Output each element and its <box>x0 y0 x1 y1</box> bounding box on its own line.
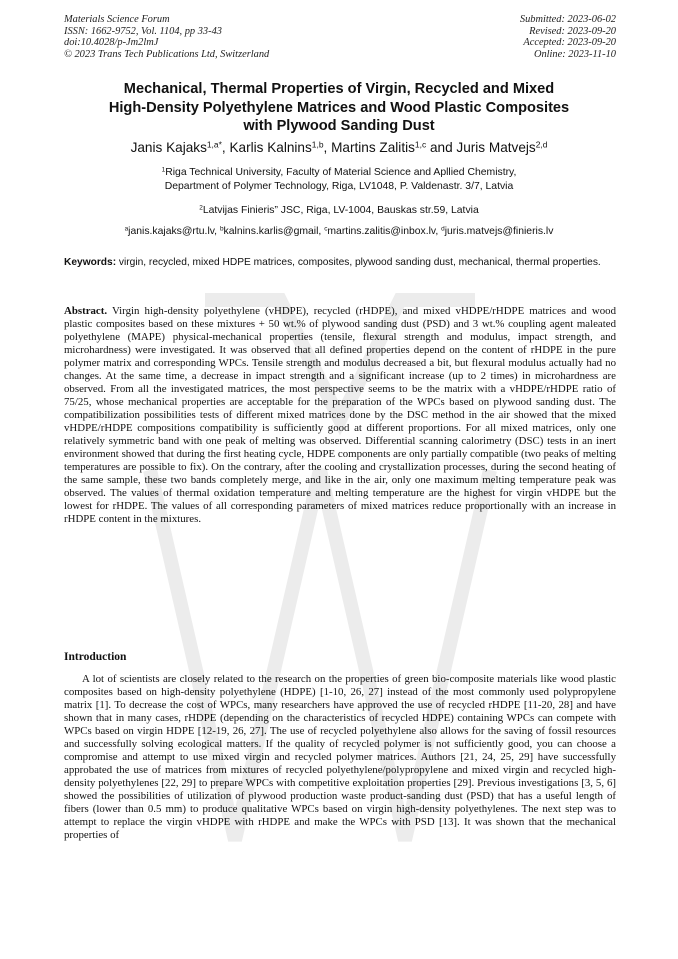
date-submitted: Submitted: 2023-06-02 <box>519 14 616 25</box>
author-separator: , <box>323 140 332 155</box>
email-mark: a <box>124 225 129 233</box>
author-name: Karlis Kalnins <box>229 140 312 155</box>
author-list <box>20 139 658 157</box>
email-address: martins.zalitis@inbox.lv, <box>327 226 442 237</box>
affiliation-2 <box>20 204 658 218</box>
email-mark: c <box>324 225 328 233</box>
author-name: Juris Matvejs <box>456 140 536 155</box>
doi: doi:10.4028/p-Jm2lmJ <box>64 37 159 48</box>
author-separator: and <box>426 140 457 155</box>
paper-title <box>40 80 638 136</box>
email-line <box>20 225 658 239</box>
affiliation-mark: 1 <box>161 166 166 174</box>
abstract-text: Virgin high-density polyethylene (vHDPE), recycled (rHDPE), and mixed vHDPE/rHDPE matrices and wood plastic composites based on these mixtures + 50 wt.% of plywood sanding dust (PSD) and 3 wt.% coupling agent maleated polyethylene (MAPE) physical-mechanical properties (tensile, flexural strength and modulus, impact strength, and microhardness) were investigated. It was observed that all defined properties depend on the content of rHDPE in the pure polymer matrix and corresponding WPCs. Tensile strength and modulus decreased a bit, but flexural modulus actually had no changes. At the same time, a decrease in impact strength and a significant increase (up to 2 times) in microhardness are observed. From all the investigated matrices, the most perspective seems to be the matrix with a vHDPE/rHDPE ratio of 75/25, whose mechanical properties are acceptable for the preparation of the WPCs based on plywood sanding dust. The compatibilization possibilities tests of different mixed matrices done by the DSC method in the air showed that the mixed vHDPE/rHDPE compositions compatibility is sufficiently good at different proportions. For all mixed matrices, only one relatively symmetric band with one peak of melting was observed. Differential scanning calorimetry (DSC) tests in an inert environment showed that during the first heating cycle, HDPE components are only partially compatible (two peaks of melting temperatures are possible to fix). On the contrary, after the cooling and crystallization processes, during the second heating of the same sample, these two bands completely merge, and like in the air, only one maximum melting temperature peak was observed. The values of thermal oxidation temperature and melting temperature are the highest for virgin vHDPE but the lowest for rHDPE. The values of all corresponding parameters of mixed matrices reduce proportionally with an increase in rHDPE content in the mixtures. <box>64 305 616 525</box>
email-mark: b <box>219 225 224 233</box>
keywords-label: Keywords: <box>64 257 117 268</box>
section-heading-introduction: Introduction <box>64 651 127 663</box>
journal-name: Materials Science Forum <box>64 14 170 25</box>
affiliation-text: Riga Technical University, Faculty of Material Science and Apllied Chemistry, <box>165 167 517 178</box>
email-mark: d <box>441 225 445 233</box>
title-line: Mechanical, Thermal Properties of Virgin, Recycled and Mixed <box>123 81 555 97</box>
author-affiliation-mark: 2,d <box>535 139 548 150</box>
journal-info <box>64 14 269 60</box>
copyright: © 2023 Trans Tech Publications Ltd, Switzerland <box>64 48 270 60</box>
affiliation-mark: 2 <box>199 204 203 212</box>
affiliation-text: Department of Polymer Technology, Riga, LV1048, P. Valdenastr. 3/7, Latvia <box>164 181 514 192</box>
date-accepted: Accepted: 2023-09-20 <box>523 37 616 48</box>
author-affiliation-mark: 1,b <box>311 139 324 150</box>
email-address: janis.kajaks@rtu.lv, <box>128 226 220 237</box>
introduction-paragraph: A lot of scientists are closely related to the research on the properties of green bio-composite materials like wood plastic composites based on high-density polyethylene (HDPE) [1-10, 26, 27] instead of the most commonly used polypropylene matrix [1]. To decrease the cost of WPCs, many researchers have approved the use of recycled rHDPE [11-20, 28] and have shown that in many cases, rHDPE (depending on the characteristics of recycled HDPE) containing WPCs can compete with WPCs based on virgin HDPE [12-19, 26, 27]. The use of recycled polyethylene also allows for the saving of fossil resources and successfully solving ecological matters. If the quality of recycled polymer is not sufficiently good, you can choose a compromise and attempt to use mixed virgin and recycled polymer matrices. Authors [21, 24, 25, 29] have successfully approbated the use of matrices from mixtures of recycled polyethylene/polypropylene and mixed virgin and recycled high-density polyethylenes [22, 29] to prepare WPCs with competitive exploitation properties [29]. Previous investigations [3, 5, 6] showed the possibilities of utilization of plywood production waste product-sanding dust (PSD) that has a useful length of fibers (lower than 0.5 mm) to produce qualitative WPCs based on virgin high-density polyethylenes. The next step was to attempt to replace the virgin vHDPE with rHDPE and make the WPCs with PSD [13]. It was shown that the mechanical properties of <box>64 673 616 841</box>
date-online: Online: 2023-11-10 <box>533 48 616 60</box>
affiliation-1 <box>20 166 658 194</box>
author-affiliation-mark: 1,a* <box>206 139 222 150</box>
author-emails <box>20 225 658 239</box>
affiliation-text: Latvijas Finieris” JSC, Riga, LV-1004, Bauskas str.59, Latvia <box>202 205 479 216</box>
title-line: with Plywood Sanding Dust <box>243 118 435 134</box>
author-separator: , <box>221 140 230 155</box>
title-line: High-Density Polyethylene Matrices and Wood Plastic Composites <box>108 99 570 116</box>
author-name: Martins Zalitis <box>331 140 415 155</box>
date-revised: Revised: 2023-09-20 <box>529 25 616 37</box>
article-dates <box>520 14 616 60</box>
affiliation-line <box>20 166 658 180</box>
abstract-label: Abstract. <box>64 305 108 317</box>
affiliation-line <box>20 204 658 218</box>
email-address: kalnins.karlis@gmail, <box>223 226 325 237</box>
issn: ISSN: 1662-9752, Vol. 1104, pp 33-43 <box>64 25 222 37</box>
abstract <box>64 305 616 526</box>
author-affiliation-mark: 1,c <box>414 139 427 150</box>
keywords <box>64 257 616 270</box>
author-name: Janis Kajaks <box>130 140 207 155</box>
email-address: juris.matvejs@finieris.lv <box>444 226 554 237</box>
keywords-text: virgin, recycled, mixed HDPE matrices, composites, plywood sanding dust, mechanical, thermal properties. <box>116 257 601 268</box>
